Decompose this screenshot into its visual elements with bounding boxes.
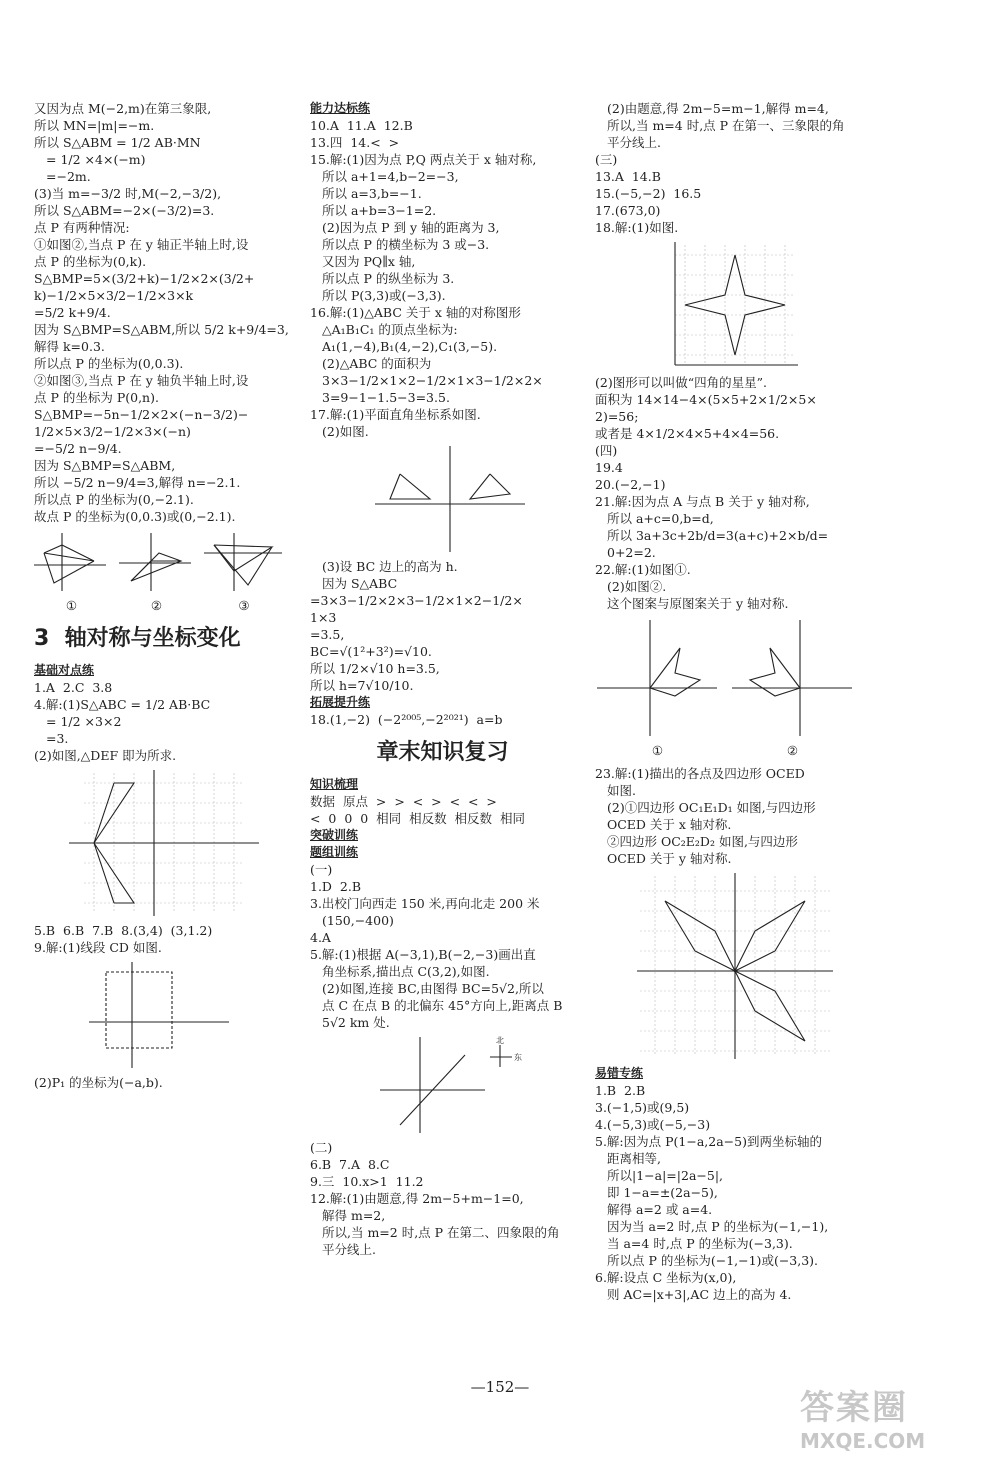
text-line: = 1/2 ×4×(−m): [46, 152, 146, 167]
text-line: 10.A 11.A 12.B: [310, 118, 413, 133]
text-line: 所以,当 m=4 时,点 P 在第一、三象限的角: [607, 118, 845, 133]
text-line: 即 1−a=±(2a−5),: [607, 1185, 718, 1200]
text-line: 所以 a+c=0,b=d,: [607, 511, 714, 526]
text-line: 所以 P(3,3)或(−3,3).: [322, 288, 446, 303]
grid-figure-def: [64, 768, 264, 918]
text-line: 所以 a+b=3−1=2.: [322, 203, 437, 218]
text-line: 所以|1−a|=|2a−5|,: [607, 1168, 724, 1183]
text-line: 距离相等,: [607, 1151, 661, 1166]
text-line: 17.解:(1)平面直角坐标系如图.: [310, 407, 481, 422]
figure-label: ①: [651, 743, 664, 758]
text-line: =3×3−1/2×2×3−1/2×1×2−1/2×: [310, 593, 523, 608]
text-line: 所以点 P 的坐标为(0,0.3).: [34, 356, 184, 371]
text-line: (2)如图.: [322, 424, 369, 439]
text-line: 平分线上.: [322, 1242, 376, 1257]
text-line: =−5/2 n−9/4.: [34, 441, 122, 456]
text-line: OCED 关于 x 轴对称.: [607, 817, 732, 832]
text-line: S△BMP=−5n−1/2×2×(−n−3/2)−: [34, 407, 249, 422]
text-line: < 0 0 0 相同 相反数 相反数 相同: [310, 811, 525, 826]
coordinate-sketch-1: [34, 531, 109, 593]
text-line: 1.A 2.C 3.8: [34, 680, 113, 695]
text-line: S△BMP=5×(3/2+k)−1/2×2×(3/2+: [34, 271, 255, 286]
subsection-heading: 易错专练: [595, 1066, 644, 1080]
text-line: 4.A: [310, 930, 331, 945]
watermark-logo: [800, 1380, 990, 1460]
text-line: 1×3: [310, 610, 337, 625]
text-line: 9.解:(1)线段 CD 如图.: [34, 940, 162, 955]
text-line: 17.(673,0): [595, 203, 661, 218]
text-line: 如图.: [607, 783, 636, 798]
column-left: [34, 100, 289, 1091]
text-line: 0+2=2.: [607, 545, 656, 560]
text-line: 13.四 14.< >: [310, 135, 400, 150]
text-line: 6.B 7.A 8.C: [310, 1157, 390, 1172]
text-line: A₁(1,−4),B₁(4,−2),C₁(3,−5).: [322, 339, 498, 354]
column-middle: [310, 100, 575, 1258]
text-line: 解得 a=2 或 a=4.: [607, 1202, 713, 1217]
text-line: 点 P 有两种情况:: [34, 220, 130, 235]
text-line: 所以点 P 的纵坐标为 3.: [322, 271, 455, 286]
text-line: (150,−400): [322, 913, 394, 928]
text-line: 当 a=4 时,点 P 的坐标为(−3,3).: [607, 1236, 793, 1251]
text-line: k)−1/2×5×3/2−1/2×3×k: [34, 288, 194, 303]
text-line: ①如图②,当点 P 在 y 轴正半轴上时,设: [34, 237, 249, 252]
text-line: 18.解:(1)如图.: [595, 220, 679, 235]
text-line: 4.解:(1)S△ABC = 1/2 AB·BC: [34, 697, 211, 712]
text-line: 所以 S△ABM=−2×(−3/2)=3.: [34, 203, 215, 218]
text-line: 点 P 的坐标为 P(0,n).: [34, 390, 159, 405]
text-line: (二): [310, 1140, 333, 1155]
text-line: 所以 −5/2 n−9/4=3,解得 n=−2.1.: [34, 475, 241, 490]
text-line: 21.解:因为点 A 与点 B 关于 y 轴对称,: [595, 494, 810, 509]
watermark-logo-text: 答案圈: [800, 1388, 908, 1428]
text-line: 数据 原点 > > < > < < >: [310, 794, 497, 809]
text-line: 所以 MN=|m|=−m.: [34, 118, 155, 133]
text-line: 解得 k=0.3.: [34, 339, 105, 354]
text-line: 所以 a=3,b=−1.: [322, 186, 422, 201]
text-line: (一): [310, 862, 333, 877]
text-line: =3.5,: [310, 627, 345, 642]
text-line: ②如图③,当点 P 在 y 轴负半轴上时,设: [34, 373, 249, 388]
text-line: = 1/2 ×3×2: [46, 714, 122, 729]
grid-figure-quadrilaterals: [635, 871, 835, 1061]
figure: [119, 531, 194, 614]
text-line: (3)设 BC 边上的高为 h.: [322, 559, 458, 574]
text-line: 所以点 P 的坐标为(−1,−1)或(−3,3).: [607, 1253, 819, 1268]
subsection-heading: 知识梳理: [310, 777, 359, 791]
coordinate-sketch-2: [119, 531, 194, 593]
subsection-heading: 基础对点练: [34, 663, 95, 677]
text-line: 15.(−5,−2) 16.5: [595, 186, 702, 201]
grid-figure-abc: [370, 444, 530, 554]
text-line: 这个图案与原图案关于 y 轴对称.: [607, 596, 789, 611]
text-line: 13.A 14.B: [595, 169, 661, 184]
text-line: 点 P 的坐标为(0,k).: [34, 254, 147, 269]
section-title: 3 轴对称与坐标变化: [34, 626, 241, 651]
figure: [204, 531, 284, 614]
figure-row-patterns: [595, 618, 870, 759]
text-line: 19.4: [595, 460, 623, 475]
text-line: 所以点 P 的坐标为(0,−2.1).: [34, 492, 194, 507]
text-line: BC=√(1²+3²)=√10.: [310, 644, 432, 659]
text-line: 解得 m=2,: [322, 1208, 386, 1223]
text-line: 23.解:(1)描出的各点及四边形 OCED: [595, 766, 805, 781]
figure-label: ②: [150, 598, 163, 613]
text-line: 因为 S△ABC: [322, 576, 398, 591]
figure-label: ③: [238, 598, 250, 613]
answer-block-1: [34, 100, 289, 525]
compass-north-label: 北: [496, 1036, 504, 1045]
subsection-heading: 拓展提升练: [310, 695, 371, 709]
text-line: =3.: [46, 731, 69, 746]
text-line: 或者是 4×1/2×4×5+4×4=56.: [595, 426, 780, 441]
chapter-title: 章末知识复习: [376, 740, 509, 765]
text-line: 面积为 14×14−4×(5×5+2×1/2×5×: [595, 392, 817, 407]
grid-figure-cd: [84, 960, 234, 1070]
text-line: 2)=56;: [595, 409, 639, 424]
text-line: 因为 S△BMP=S△ABM,所以 5/2 k+9/4=3,: [34, 322, 289, 337]
text-line: (3)当 m=−3/2 时,M(−2,−3/2),: [34, 186, 222, 201]
figure-label: ②: [786, 743, 799, 758]
text-line: 9.三 10.x>1 11.2: [310, 1174, 424, 1189]
text-line: 3=9−1−1.5−3=3.5.: [322, 390, 450, 405]
text-line: 所以 h=7√10/10.: [310, 678, 414, 693]
subsection-heading: 能力达标练: [310, 101, 371, 115]
text-line: (2)如图,连接 BC,由图得 BC=5√2,所以: [322, 981, 544, 996]
text-line: (四): [595, 443, 618, 458]
pattern-figure-2: [730, 618, 855, 738]
text-line: 故点 P 的坐标为(0,0.3)或(0,−2.1).: [34, 509, 236, 524]
text-line: (2)如图②.: [607, 579, 667, 594]
text-line: 20.(−2,−1): [595, 477, 666, 492]
text-line: OCED 关于 y 轴对称.: [607, 851, 732, 866]
text-line: 3.出校门向西走 150 米,再向北走 200 米: [310, 896, 540, 911]
text-line: 所以 1/2×√10 h=3.5,: [310, 661, 440, 676]
text-line: 1.D 2.B: [310, 879, 362, 894]
text-line: (2)由题意,得 2m−5=m−1,解得 m=4,: [607, 101, 829, 116]
text-line: 22.解:(1)如图①.: [595, 562, 691, 577]
text-line: 则 AC=|x+3|,AC 边上的高为 4.: [607, 1287, 792, 1302]
text-line: 角坐标系,描出点 C(3,2),如图.: [322, 964, 490, 979]
text-line: (2)因为点 P 到 y 轴的距离为 3,: [322, 220, 500, 235]
text-line: 所以 a+1=4,b−2=−3,: [322, 169, 459, 184]
figure: [730, 618, 855, 759]
text-line: =−2m.: [46, 169, 91, 184]
text-line: (2)图形可以叫做“四角的星星”.: [595, 375, 767, 390]
text-line: (三): [595, 152, 618, 167]
text-line: 1.B 2.B: [595, 1083, 646, 1098]
text-line: 1/2×5×3/2−1/2×3×(−n): [34, 424, 191, 439]
text-line: 18.(1,−2) (−2²⁰⁰⁵,−2²⁰²¹) a=b: [310, 712, 503, 727]
text-line: 5.解:(1)根据 A(−3,1),B(−2,−3)画出直: [310, 947, 536, 962]
figure-label: ①: [65, 598, 78, 613]
text-line: 又因为点 M(−2,m)在第三象限,: [34, 101, 212, 116]
text-line: 平分线上.: [607, 135, 661, 150]
text-line: 3×3−1/2×1×2−1/2×1×3−1/2×2×: [322, 373, 543, 388]
grid-lines: [675, 245, 795, 365]
text-line: △A₁B₁C₁ 的顶点坐标为:: [322, 322, 458, 337]
text-line: 所以点 P 的横坐标为 3 或−3.: [322, 237, 490, 252]
subsection-heading: 题组训练: [310, 845, 359, 859]
coordinate-sketch-3: [204, 531, 284, 593]
compass-east-label: 东: [514, 1053, 522, 1062]
text-line: (2)如图,△DEF 即为所求.: [34, 748, 177, 763]
text-line: 所以 S△ABM = 1/2 AB·MN: [34, 135, 201, 150]
grid-figure-star: [670, 240, 800, 370]
text-line: (2)△ABC 的面积为: [322, 356, 432, 371]
column-right: [595, 100, 870, 1303]
text-line: 因为 S△BMP=S△ABM,: [34, 458, 176, 473]
text-line: 点 C 在点 B 的北偏东 45°方向上,距离点 B: [322, 998, 563, 1013]
grid-figure-compass: [375, 1035, 525, 1135]
text-line: (2)①四边形 OC₁E₁D₁ 如图,与四边形: [607, 800, 816, 815]
text-line: 4.(−5,3)或(−5,−3): [595, 1117, 711, 1132]
figure-row-triangles: [34, 531, 289, 614]
text-line: 所以 3a+3c+2b/d=3(a+c)+2×b/d=: [607, 528, 829, 543]
text-line: 5.解:因为点 P(1−a,2a−5)到两坐标轴的: [595, 1134, 822, 1149]
figure: [595, 618, 720, 759]
text-line: (2)P₁ 的坐标为(−a,b).: [34, 1075, 163, 1090]
text-line: 15.解:(1)因为点 P,Q 两点关于 x 轴对称,: [310, 152, 537, 167]
page-number: —152—: [470, 1378, 530, 1396]
text-line: 6.解:设点 C 坐标为(x,0),: [595, 1270, 737, 1285]
text-line: 5√2 km 处.: [322, 1015, 390, 1030]
text-line: 16.解:(1)△ABC 关于 x 轴的对称图形: [310, 305, 521, 320]
text-line: 5.B 6.B 7.B 8.(3,4) (3,1.2): [34, 923, 213, 938]
text-line: 3.(−1,5)或(9,5): [595, 1100, 690, 1115]
text-line: ②四边形 OC₂E₂D₂ 如图,与四边形: [607, 834, 798, 849]
text-line: 又因为 PQ∥x 轴,: [322, 254, 416, 269]
pattern-figure-1: [595, 618, 720, 738]
text-line: 所以,当 m=2 时,点 P 在第二、四象限的角: [322, 1225, 560, 1240]
text-line: 因为当 a=2 时,点 P 的坐标为(−1,−1),: [607, 1219, 829, 1234]
text-line: =5/2 k+9/4.: [34, 305, 111, 320]
figure: [34, 531, 109, 614]
subsection-heading: 突破训练: [310, 828, 359, 842]
text-line: 12.解:(1)由题意,得 2m−5+m−1=0,: [310, 1191, 524, 1206]
watermark-url: MXQE.COM: [800, 1429, 926, 1453]
